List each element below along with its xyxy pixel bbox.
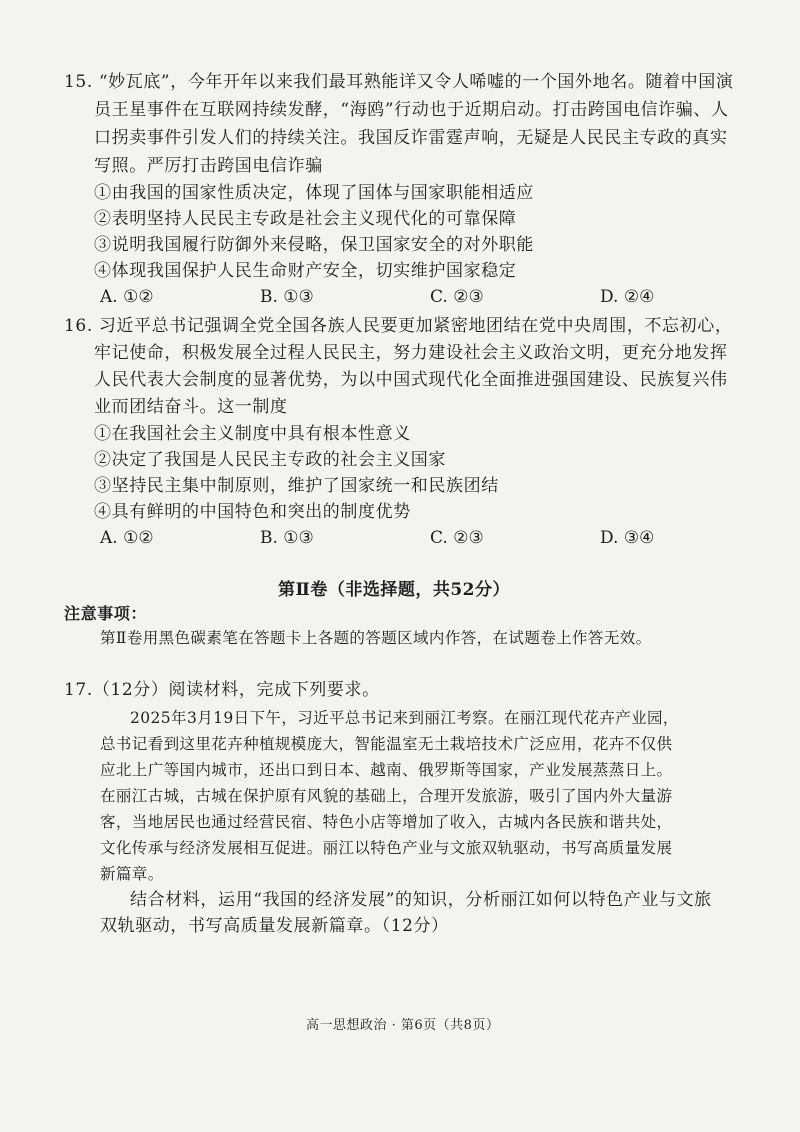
q15-option-d: D. ②④ [600,287,655,307]
part2-title: 第Ⅱ卷（非选择题，共52分） [278,580,510,600]
q16-option-b: B. ①③ [260,528,314,548]
q17-question-line: 结合材料，运用“我国的经济发展”的知识，分析丽江如何以特色产业与文旅 [130,890,712,910]
q16-line: 业而团结奋斗。这一制度 [94,397,288,417]
q17-question-line: 双轨驱动，书写高质量发展新篇章。（12分） [100,916,449,936]
notice-label: 注意事项： [64,604,148,623]
q15-item: ④体现我国保护人民生命财产安全，切实维护国家稳定 [94,261,517,281]
q16-line: 16. 习近平总书记强调全党全国各族人民要更加紧密地团结在党中央周围，不忘初心， [64,316,733,336]
q16-item: ③坚持民主集中制原则，维护了国家统一和民族团结 [94,476,499,496]
q15-item: ②表明坚持人民民主专政是社会主义现代化的可靠保障 [94,209,517,229]
q17-material-line: 总书记看到这里花卉种植规模庞大，智能温室无土栽培技术广泛应用，花卉不仅供 [100,735,673,753]
q17-material-line: 在丽江古城，古城在保护原有风貌的基础上，合理开发旅游，吸引了国内外大量游 [100,787,673,805]
q17-material-line: 文化传承与经济发展相互促进。丽江以特色产业与文旅双轨驱动，书写高质量发展 [100,839,673,857]
q16-line: 人民代表大会制度的显著优势，为以中国式现代化全面推进强国建设、民族复兴伟 [94,370,728,390]
q16-item: ②决定了我国是人民民主专政的社会主义国家 [94,450,446,470]
q17-material-line: 客，当地居民也通过经营民宿、特色小店等增加了收入，古城内各民族和谐共处， [100,813,673,831]
q16-option-d: D. ③④ [600,528,655,548]
q17-material-line: 应北上广等国内城市，还出口到日本、越南、俄罗斯等国家，产业发展蒸蒸日上。 [100,761,673,779]
q15-option-a: A. ①② [100,287,154,307]
notice-text: 第Ⅱ卷用黑色碳素笔在答题卡上各题的答题区域内作答，在试题卷上作答无效。 [100,629,652,647]
q15-item: ③说明我国履行防御外来侵略，保卫国家安全的对外职能 [94,235,534,255]
q15-line: 员王星事件在互联网持续发酵，“海鸥”行动也于近期启动。打击跨国电信诈骗、人 [94,100,729,120]
q17-material-line: 新篇章。 [100,865,164,883]
q16-option-a: A. ①② [100,528,154,548]
q15-line: 15. “妙瓦底”，今年开年以来我们最耳熟能详又令人唏嘘的一个国外地名。随着中国演 [64,72,734,92]
q15-line: 口拐卖事件引发人们的持续关注。我国反诈雷霆声响，无疑是人民民主专政的真实 [94,128,728,148]
q16-item: ①在我国社会主义制度中具有根本性意义 [94,424,411,444]
q17-material-line: 2025年3月19日下午，习近平总书记来到丽江考察。在丽江现代花卉产业园， [130,709,679,727]
q16-line: 牢记使命，积极发展全过程人民民主，努力建设社会主义政治文明，更充分地发挥 [94,343,728,363]
q15-option-c: C. ②③ [430,287,484,307]
q15-line: 写照。严厉打击跨国电信诈骗 [94,156,323,176]
q17-head: 17.（12分）阅读材料，完成下列要求。 [64,680,380,700]
page-footer: 高一思想政治 · 第6页（共8页） [306,1018,500,1033]
q15-item: ①由我国的国家性质决定，体现了国体与国家职能相适应 [94,183,534,203]
q15-option-b: B. ①③ [260,287,314,307]
q16-option-c: C. ②③ [430,528,484,548]
q16-item: ④具有鲜明的中国特色和突出的制度优势 [94,502,411,522]
